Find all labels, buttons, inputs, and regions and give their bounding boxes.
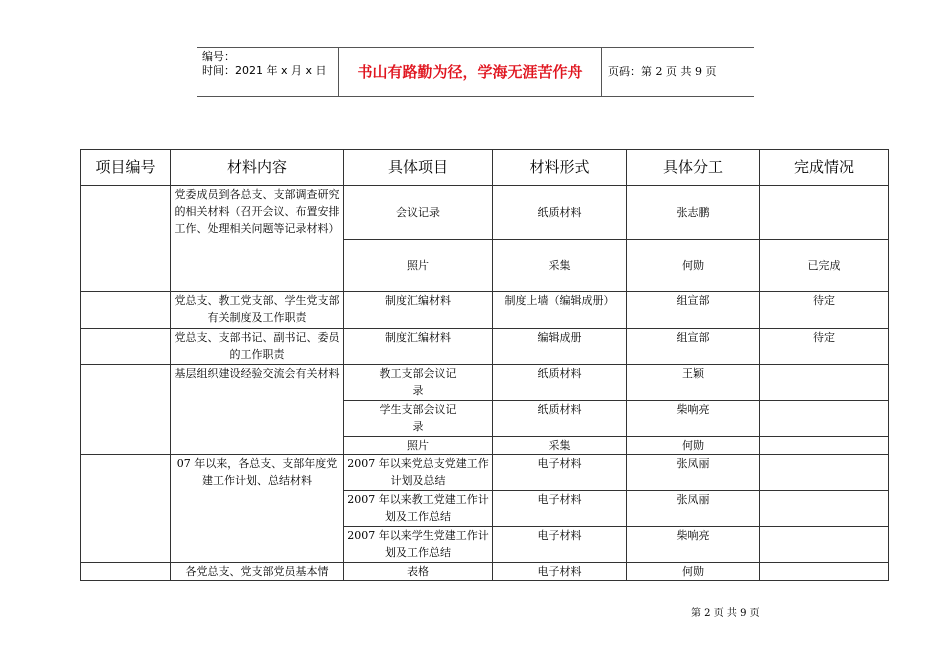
- material-content-cell: 党总支、支部书记、副书记、委员的工作职责: [171, 329, 344, 365]
- table-row: [81, 455, 889, 491]
- status-cell: [760, 455, 889, 491]
- form-cell: 采集: [493, 437, 627, 455]
- project-id-cell: [81, 186, 171, 292]
- column-header-item: 具体项目: [344, 150, 493, 186]
- column-header-content: 材料内容: [171, 150, 344, 186]
- item-cell: [344, 401, 493, 437]
- form-cell: 电子材料: [493, 455, 627, 491]
- status-cell: [760, 491, 889, 527]
- staff-cell: 张凤丽: [627, 455, 760, 491]
- item-cell: 2007 年以来学生党建工作计划及工作总结: [344, 527, 493, 563]
- status-cell: 待定: [760, 292, 889, 329]
- item-text: 学生支部会议记录: [379, 403, 457, 433]
- form-cell: 纸质材料: [493, 365, 627, 401]
- material-content-cell: 07 年以来，各总支、支部年度党建工作计划、总结材料: [171, 455, 344, 563]
- time-label: 时间：2021 年 x 月 x 日: [202, 64, 327, 77]
- item-cell: 制度汇编材料: [344, 292, 493, 329]
- header-meta: [202, 50, 327, 78]
- table-row: [81, 292, 889, 329]
- staff-cell: 王颖: [627, 365, 760, 401]
- column-header-staff: 具体分工: [627, 150, 760, 186]
- column-header-id: 项目编号: [81, 150, 171, 186]
- status-cell: 待定: [760, 329, 889, 365]
- staff-cell: 何勋: [627, 437, 760, 455]
- project-id-cell: [81, 329, 171, 365]
- staff-cell: 张志鹏: [627, 186, 760, 240]
- form-cell: 纸质材料: [493, 401, 627, 437]
- status-cell: [760, 563, 889, 581]
- table-row: [81, 186, 889, 240]
- project-id-cell: [81, 455, 171, 563]
- header-page-info: 页码：第 2 页 共 9 页: [608, 65, 717, 78]
- project-id-cell: [81, 563, 171, 581]
- status-cell: [760, 365, 889, 401]
- form-cell: 电子材料: [493, 563, 627, 581]
- staff-cell: 组宣部: [627, 292, 760, 329]
- status-cell: 已完成: [760, 240, 889, 292]
- staff-cell: 柴响亮: [627, 401, 760, 437]
- staff-cell: 组宣部: [627, 329, 760, 365]
- item-cell: 照片: [344, 240, 493, 292]
- item-cell: 制度汇编材料: [344, 329, 493, 365]
- material-content-cell: 基层组织建设经验交流会有关材料: [171, 365, 344, 455]
- column-header-status: 完成情况: [760, 150, 889, 186]
- status-cell: [760, 527, 889, 563]
- table-row: [81, 365, 889, 401]
- item-cell: 2007 年以来党总支党建工作计划及总结: [344, 455, 493, 491]
- item-cell: [344, 365, 493, 401]
- header-motto: 书山有路勤为径，学海无涯苦作舟: [357, 63, 583, 81]
- project-id-cell: [81, 365, 171, 455]
- form-cell: 编辑成册: [493, 329, 627, 365]
- form-cell: 电子材料: [493, 527, 627, 563]
- item-cell: 会议记录: [344, 186, 493, 240]
- item-cell: 照片: [344, 437, 493, 455]
- staff-cell: 何勋: [627, 563, 760, 581]
- staff-cell: 何勋: [627, 240, 760, 292]
- project-id-cell: [81, 292, 171, 329]
- staff-cell: 柴响亮: [627, 527, 760, 563]
- item-cell: 2007 年以来教工党建工作计划及工作总结: [344, 491, 493, 527]
- status-cell: [760, 401, 889, 437]
- material-content-cell: 党委成员到各总支、支部调查研究的相关材料（召开会议、布置安排工作、处理相关问题等记录材料）: [171, 186, 344, 292]
- table-row: [81, 563, 889, 581]
- form-cell: 采集: [493, 240, 627, 292]
- number-label: 编号：: [202, 50, 235, 63]
- status-cell: [760, 437, 889, 455]
- header-divider: [601, 48, 602, 96]
- status-cell: [760, 186, 889, 240]
- column-header-form: 材料形式: [493, 150, 627, 186]
- material-content-cell: 各党总支、党支部党员基本情: [171, 563, 344, 581]
- material-content-cell: 党总支、教工党支部、学生党支部有关制度及工作职责: [171, 292, 344, 329]
- form-cell: 制度上墙（编辑成册）: [493, 292, 627, 329]
- item-cell: 表格: [344, 563, 493, 581]
- form-cell: 纸质材料: [493, 186, 627, 240]
- document-header: [197, 47, 754, 97]
- staff-cell: 张凤丽: [627, 491, 760, 527]
- materials-table: [80, 149, 889, 581]
- table-row: [81, 329, 889, 365]
- table-header-row: [81, 150, 889, 186]
- page-footer: 第 2 页 共 9 页: [691, 608, 760, 619]
- item-text: 教工支部会议记录: [379, 367, 457, 397]
- form-cell: 电子材料: [493, 491, 627, 527]
